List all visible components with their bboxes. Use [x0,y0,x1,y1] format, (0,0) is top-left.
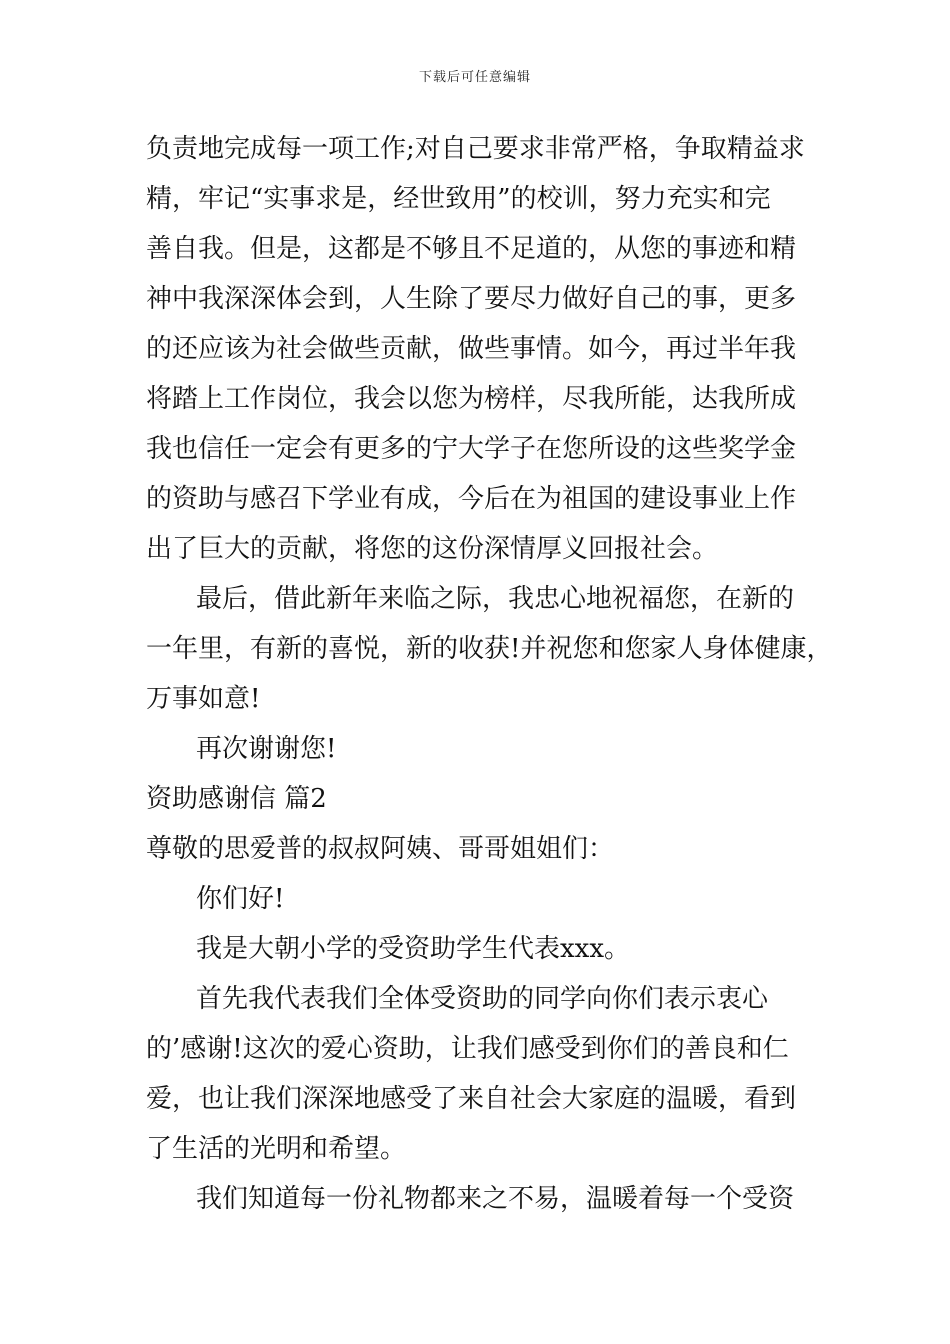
salutation-line: 尊敬的思爱普的叔叔阿姨、哥哥姐姐们： [146,834,615,864]
intro-line: 我是大朝小学的受资助学生代表xxx。 [196,934,630,964]
body-line-11: 一年里，有新的喜悦，新的收获!并祝您和您家人身体健康， [146,634,833,664]
body-line-6: 将踏上工作岗位，我会以您为榜样，尽我所能，达我所成 [146,384,797,414]
body-line-12: 万事如意! [146,684,261,714]
paragraph-gifts-start: 我们知道每一份礼物都来之不易，温暖着每一个受资 [196,1184,795,1214]
body-line-4: 神中我深深体会到，人生除了要尽力做好自己的事，更多 [146,284,797,314]
body-line-1: 负责地完成每一项工作;对自己要求非常严格，争取精益求 [146,134,805,164]
body-line-20: 爱，也让我们深深地感受了来自社会大家庭的温暖，看到 [146,1084,797,1114]
body-line-7: 我也信任一定会有更多的宁大学子在您所设的这些奖学金 [146,434,797,464]
body-line-8: 的资助与感召下学业有成，今后在为祖国的建设事业上作 [146,484,797,514]
body-line-2: 精，牢记“实事求是，经世致用”的校训，努力充实和完 [146,184,771,214]
section-heading: 资助感谢信 篇2 [146,784,327,814]
thanks-again-line: 再次谢谢您! [196,734,337,764]
body-line-19: 的’感谢!这次的爱心资助，让我们感受到你们的善良和仁 [146,1034,789,1064]
paragraph-thanks-start: 首先我代表我们全体受资助的同学向你们表示衷心 [196,984,769,1014]
greeting-line: 你们好! [196,884,285,914]
body-line-3: 善自我。但是，这都是不够且不足道的，从您的事迹和精 [146,234,797,264]
body-line-5: 的还应该为社会做些贡献，做些事情。如今，再过半年我 [146,334,797,364]
paragraph-closing-start: 最后，借此新年来临之际，我忠心地祝福您，在新的 [196,584,795,614]
header-note: 下载后可任意编辑 [418,70,531,85]
body-line-21: 了生活的光明和希望。 [146,1134,407,1164]
body-line-9: 出了巨大的贡献，将您的这份深情厚义回报社会。 [146,534,719,564]
